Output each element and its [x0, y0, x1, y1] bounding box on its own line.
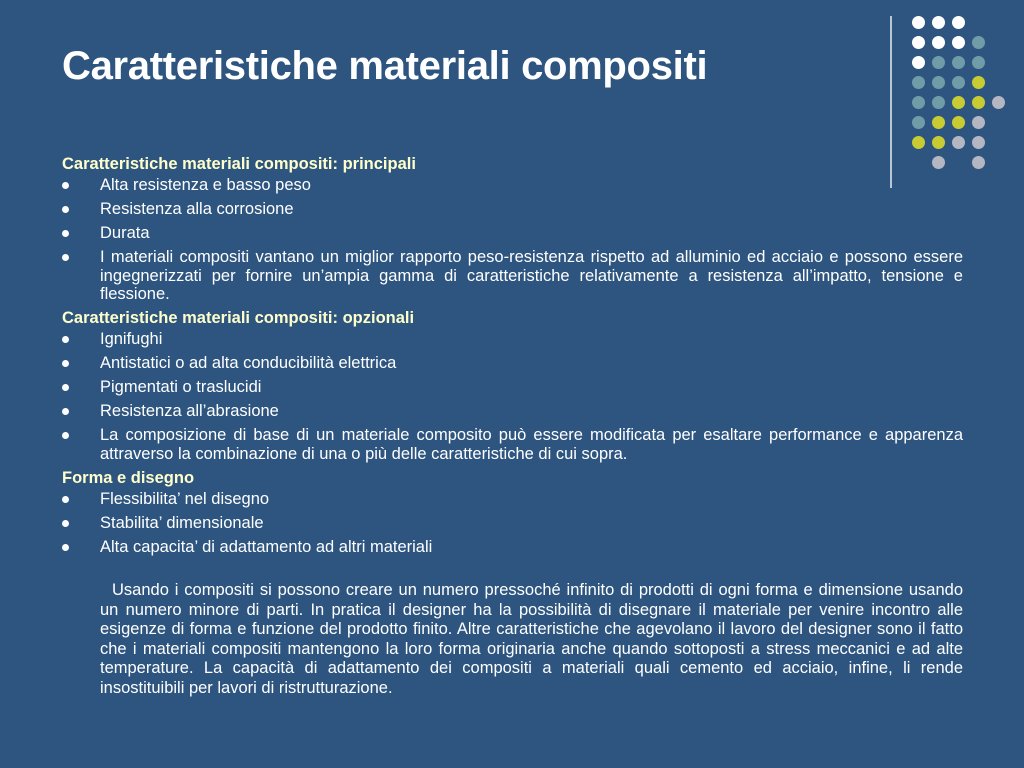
decorative-dot [952, 16, 965, 29]
bullet-item: Durata [62, 224, 963, 243]
section-heading: Caratteristiche materiali compositi: opzionali [62, 309, 415, 327]
bullet-icon [62, 254, 69, 261]
decorative-dot [972, 136, 985, 149]
decorative-dot [952, 76, 965, 89]
bullet-item: Flessibilita’ nel disegno [62, 490, 963, 509]
bullet-item: Stabilita’ dimensionale [62, 514, 963, 533]
decorative-dot [972, 156, 985, 169]
bullet-icon [62, 544, 69, 551]
section-opzionali [62, 309, 963, 463]
decorative-dot [952, 56, 965, 69]
decorative-dot [912, 76, 925, 89]
bullet-list [62, 330, 963, 463]
decorative-dot [972, 56, 985, 69]
section-forma-disegno [62, 469, 963, 557]
bullet-icon [62, 384, 69, 391]
bullet-icon [62, 520, 69, 527]
bullet-icon [62, 432, 69, 439]
decorative-dot [932, 16, 945, 29]
decorative-dot [912, 116, 925, 129]
bullet-item: Alta resistenza e basso peso [62, 176, 963, 195]
bullet-list [62, 490, 963, 557]
decorative-dot [912, 16, 925, 29]
bullet-icon [62, 206, 69, 213]
bullet-list [62, 176, 963, 304]
bullet-item: Ignifughi [62, 330, 963, 349]
bullet-icon [62, 182, 69, 189]
bullet-item: I materiali compositi vantano un miglior rapporto peso-resistenza rispetto ad alluminio ed acciaio e possono essere ingegnerizzati per fornire un’ampia gamma di caratteristiche relativamente a resistenza all’impatto, tensione e flessione. [62, 248, 963, 304]
section-heading: Forma e disegno [62, 468, 195, 487]
bullet-item: Resistenza alla corrosione [62, 200, 963, 219]
decorative-dot [932, 56, 945, 69]
decorative-dot [972, 76, 985, 89]
decorative-dot [932, 136, 945, 149]
bullet-icon [62, 230, 69, 237]
bullet-item: Alta capacita’ di adattamento ad altri materiali [62, 538, 963, 557]
decorative-dot [932, 76, 945, 89]
decorative-dot [952, 136, 965, 149]
decorative-dot [972, 116, 985, 129]
decorative-dot [932, 36, 945, 49]
bullet-item: Resistenza all’abrasione [62, 402, 963, 421]
decorative-dot [972, 96, 985, 109]
section-heading: Caratteristiche materiali compositi: principali [62, 155, 416, 173]
bullet-icon [62, 336, 69, 343]
decorative-dot [952, 116, 965, 129]
bullet-item: La composizione di base di un materiale composito può essere modificata per esaltare performance e apparenza attraverso la combinazione di una o più delle caratteristiche di cui sopra. [62, 426, 963, 463]
bullet-item: Antistatici o ad alta conducibilità elettrica [62, 354, 963, 373]
decorative-dot [992, 96, 1005, 109]
slide-title: Caratteristiche materiali compositi [62, 44, 708, 88]
bullet-item: Pigmentati o traslucidi [62, 378, 963, 397]
decorative-dot [912, 56, 925, 69]
slide-body [62, 153, 963, 698]
section-principali [62, 155, 963, 304]
decorative-dot [912, 36, 925, 49]
bullet-icon [62, 408, 69, 415]
bullet-icon [62, 360, 69, 367]
decorative-dot [912, 136, 925, 149]
bullet-icon [62, 496, 69, 503]
decorative-dot [932, 116, 945, 129]
decorative-dot [972, 36, 985, 49]
decorative-dot [952, 96, 965, 109]
decorative-dot [952, 36, 965, 49]
closing-paragraph: Usando i compositi si possono creare un numero pressoché infinito di prodotti di ogni forma e dimensione usando un numero minore di parti. In pratica il designer ha la possibilità di disegnare il materiale per venire incontro alle esigenze di forma e funzione del prodotto finito. Altre caratteristiche che agevolano il lavoro del designer sono il fatto che i materiali compositi mantengono la loro forma originaria anche quando sottoposti a stress meccanici e ad alte temperature. La capacità di adattamento dei compositi a materiali quali cemento ed acciaio, infine, li rende insostituibili per lavori di ristrutturazione. [100, 581, 963, 697]
decorative-dot [932, 96, 945, 109]
decorative-dot [912, 96, 925, 109]
